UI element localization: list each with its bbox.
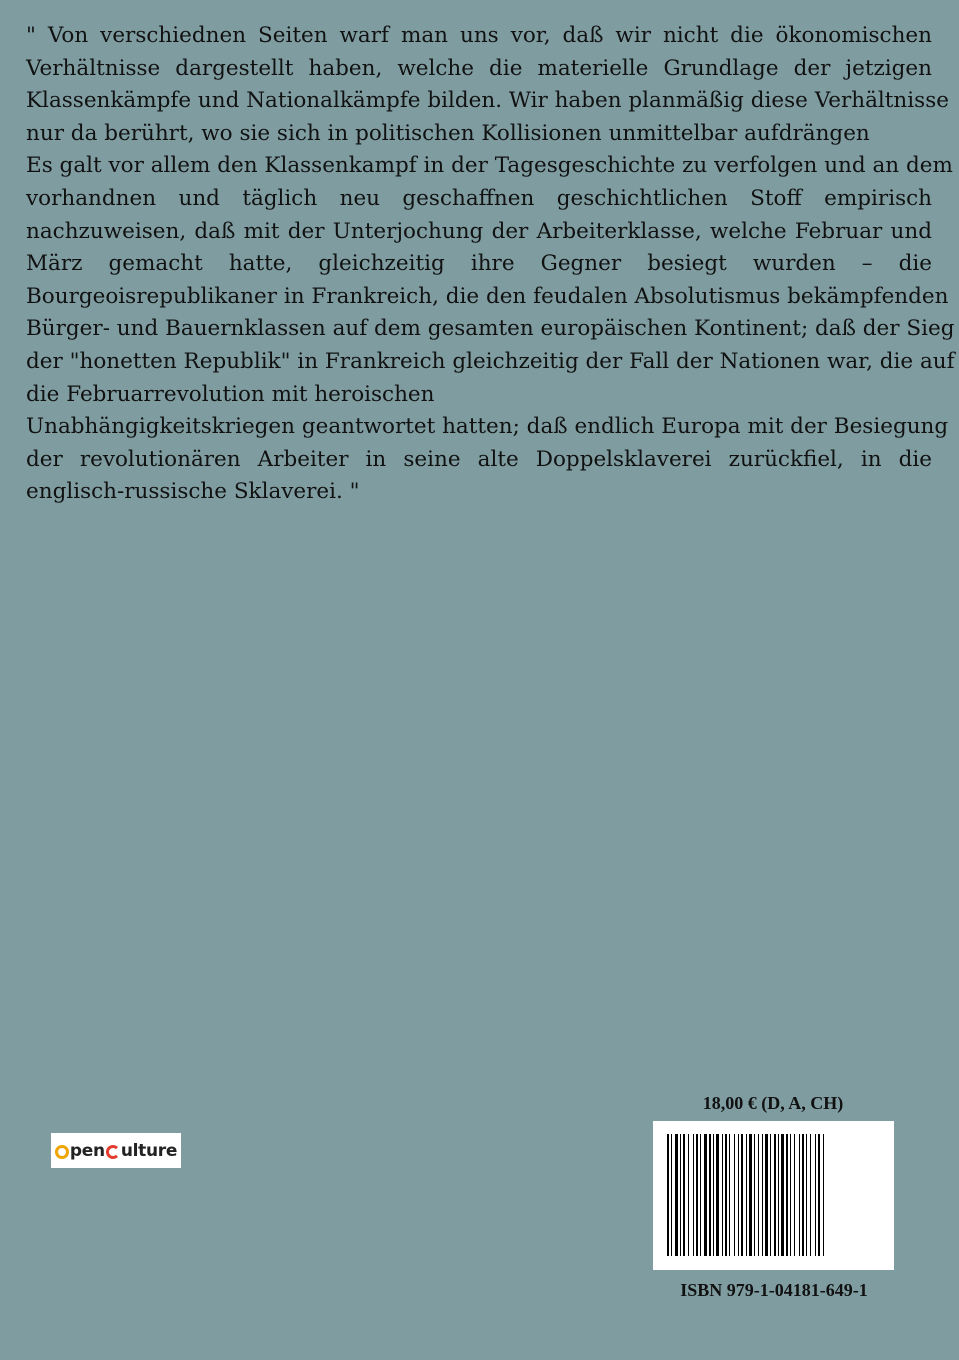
price-label: 18,00 € (D, A, CH): [702, 1093, 844, 1113]
quote-line: Verhältnisse dargestellt haben, welche die materielle Grundlage der jetzigen: [26, 55, 932, 81]
logo-text-part1: pen: [69, 1140, 105, 1161]
isbn-label: ISBN 979-1-04181-649-1: [680, 1280, 868, 1300]
quote-line: März gemacht hatte, gleichzeitig ihre Gegner besiegt wurden – die: [26, 251, 932, 277]
quote-line: vorhandnen und täglich neu geschaffnen geschichtlichen Stoff empirisch: [26, 185, 932, 211]
barcode: [653, 1121, 894, 1270]
quote-line: nur da berührt, wo sie sich in politischen Kollisionen unmittelbar aufdrängen: [26, 120, 870, 146]
quote-line: Unabhängigkeitskriegen geantwortet hatten; daß endlich Europa mit der Besiegung: [26, 414, 949, 440]
quote-line: der "honetten Republik" in Frankreich gleichzeitig der Fall der Nationen war, die auf: [26, 348, 955, 374]
publisher-logo: [51, 1133, 181, 1168]
quote-line: der revolutionären Arbeiter in seine alte Doppelsklaverei zurückfiel, in die: [26, 446, 932, 472]
barcode-icon: [667, 1134, 880, 1256]
quote-line: englisch-russische Sklaverei. ": [26, 479, 360, 505]
quote-line: Bourgeoisrepublikaner in Frankreich, die den feudalen Absolutismus bekämpfenden: [26, 283, 949, 309]
quote-line: Es galt vor allem den Klassenkampf in der Tagesgeschichte zu verfolgen und an dem: [26, 153, 953, 179]
quote-line: Klassenkämpfe und Nationalkämpfe bilden. Wir haben planmäßig diese Verhältnisse: [26, 88, 949, 114]
logo-c-icon: [106, 1145, 120, 1159]
quote-line: " Von verschiednen Seiten warf man uns vor, daß wir nicht die ökonomischen: [26, 23, 932, 48]
logo-text-part2: ulture: [120, 1140, 178, 1161]
back-cover-quote: [26, 20, 955, 509]
quote-line: nachzuweisen, daß mit der Unterjochung der Arbeiterklasse, welche Februar und: [26, 218, 932, 244]
logo-o-icon: [55, 1145, 69, 1159]
quote-line: die Februarrevolution mit heroischen: [26, 381, 435, 407]
quote-line: Bürger- und Bauernklassen auf dem gesamten europäischen Kontinent; daß der Sieg: [26, 316, 955, 342]
